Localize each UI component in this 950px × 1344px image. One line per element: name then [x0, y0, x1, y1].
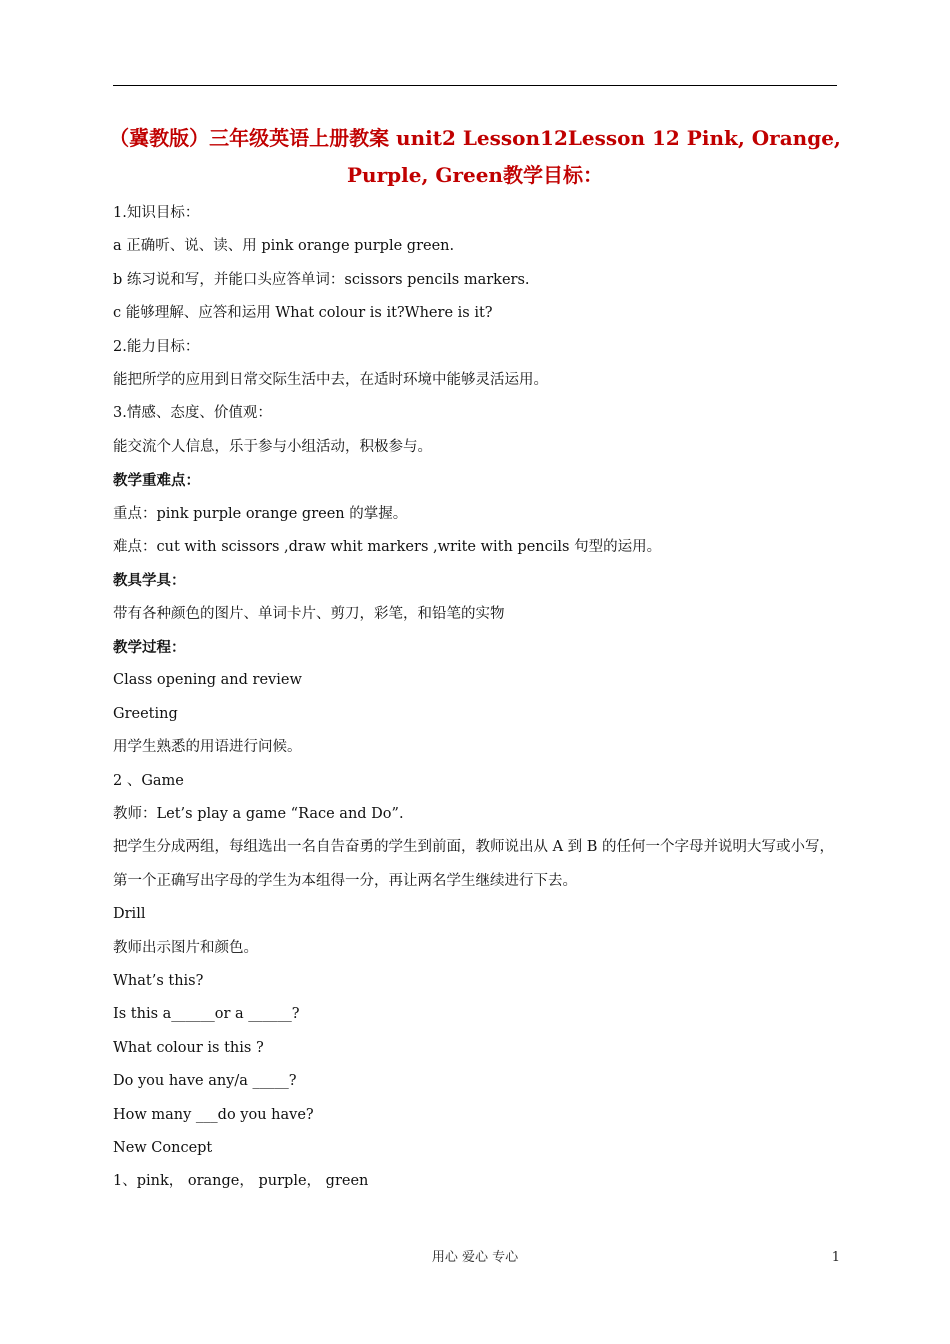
- body-line: 2.能力目标：: [113, 338, 200, 355]
- body-line: b 练习说和写，并能口头应答单词：scissors pencils markers.: [113, 271, 530, 288]
- body-line: 2 、Game: [113, 772, 184, 789]
- body-line: 能交流个人信息，乐于参与小组活动，积极参与。: [113, 438, 432, 455]
- body-line: Drill: [113, 906, 146, 923]
- body-line: c 能够理解、应答和运用 What colour is it?Where is it?: [113, 305, 493, 322]
- section-heading: 教学过程：: [113, 639, 186, 657]
- section-heading: 教具学具：: [113, 572, 186, 590]
- body-line: 重点：pink purple orange green 的掌握。: [113, 505, 408, 522]
- body-line: What colour is this ?: [113, 1039, 264, 1056]
- body-line: 带有各种颜色的图片、单词卡片、剪刀，彩笔，和铅笔的实物: [113, 605, 505, 622]
- body-line: What’s this?: [113, 973, 204, 990]
- body-line: Is this a______or a ______?: [113, 1006, 300, 1023]
- body-line: New Concept: [113, 1139, 213, 1156]
- page-number: 1: [831, 1250, 840, 1265]
- body-line: 3.情感、态度、价值观：: [113, 405, 272, 422]
- body-line: Do you have any/a _____?: [113, 1073, 297, 1090]
- body-line: 能把所学的应用到日常交际生活中去，在适时环境中能够灵活运用。: [113, 371, 548, 388]
- body-line: 1.知识目标：: [113, 205, 200, 221]
- body-line: 教师：Let’s play a game “Race and Do”.: [113, 806, 404, 823]
- body-line: 把学生分成两组，每组选出一名自告奋勇的学生到前面，教师说出从 A 到 B 的任何一个字母并说明大写或小写，第一个正确写出字母的学生为本组得一分，再让两名学生继续进行下去。: [113, 839, 835, 889]
- body-line: Class opening and review: [113, 672, 302, 689]
- body-line: 教师出示图片和颜色。: [113, 939, 258, 956]
- body-line: Greeting: [113, 705, 178, 722]
- body-line: 用学生熟悉的用语进行问候。: [113, 739, 302, 756]
- body-line: 难点：cut with scissors ,draw whit markers ,write with pencils 句型的运用。: [113, 538, 662, 555]
- body-line: 1、pink， orange， purple， green: [113, 1173, 369, 1190]
- header-rule: [113, 85, 837, 86]
- document-body: [113, 197, 841, 1199]
- body-line: How many ___do you have?: [113, 1106, 314, 1123]
- page-footer: 用心 爱心 专心: [431, 1250, 519, 1265]
- section-heading: 教学重难点：: [113, 472, 200, 490]
- body-line: a 正确听、说、读、用 pink orange purple green.: [113, 238, 455, 255]
- document-title: （冀教版）三年级英语上册教案 unit2 Lesson12Lesson 12 Pink, Orange, Purple, Green教学目标：: [109, 126, 841, 187]
